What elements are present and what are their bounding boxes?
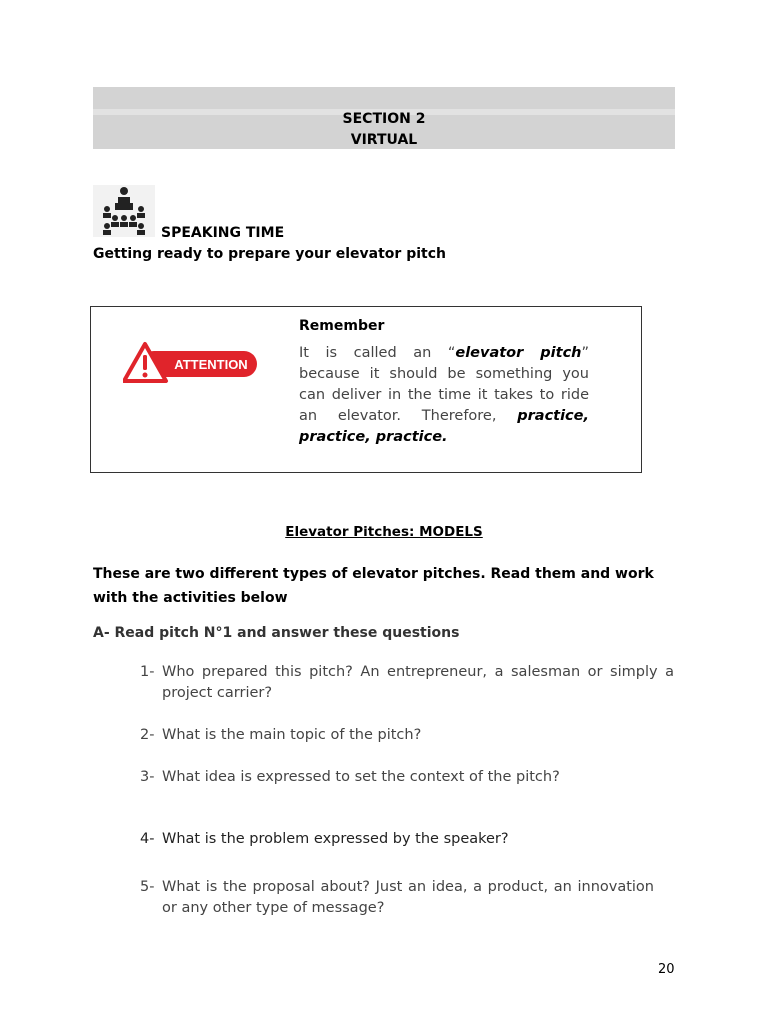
question-text: Who prepared this pitch? An entrepreneur, a salesman or simply a project carrier? [162,664,674,701]
remember-title: Remember [299,318,385,334]
question-text: What is the proposal about? Just an idea, a product, an innovation or any other type of message? [162,879,654,916]
question-number: 4- [140,831,155,847]
remember-box [90,306,642,473]
intro-text: These are two different types of elevator pitches. Read them and work with the activities below [93,566,654,606]
page-number: 20 [658,962,675,977]
attention-badge-text: ATTENTION [174,357,248,372]
question-item [140,662,674,704]
remember-text [299,343,589,448]
remember-text-emphasis: elevator pitch [455,345,582,361]
question-number: 5- [140,879,155,895]
speaking-subtitle: Getting ready to prepare your elevator pitch [93,246,446,262]
attention-badge [123,341,259,387]
models-title: Elevator Pitches: MODELS [285,524,483,540]
remember-text-strong: practice, practice, practice. [299,408,589,445]
question-item [140,877,654,919]
question-text: What is the main topic of the pitch? [162,727,422,743]
speaking-time-title: SPEAKING TIME [161,225,285,241]
question-text: What idea is expressed to set the context of the pitch? [162,769,560,785]
speaker-audience-icon [93,185,155,237]
question-item [140,767,674,788]
section-subtitle: VIRTUAL [350,132,418,148]
question-number: 3- [140,769,155,785]
question-text: What is the problem expressed by the speaker? [162,831,509,847]
remember-text-part2: ” because it should be something you can deliver in the time it takes to ride an elevator. Therefore, [299,345,589,424]
question-number: 1- [140,664,155,680]
part-a-heading: A- Read pitch N°1 and answer these questions [93,625,460,641]
remember-text-part1: It is called an “ [299,345,456,361]
question-item [140,725,674,746]
section-header [93,87,675,149]
question-item [140,829,674,850]
question-number: 2- [140,727,155,743]
section-number: SECTION 2 [342,111,426,127]
